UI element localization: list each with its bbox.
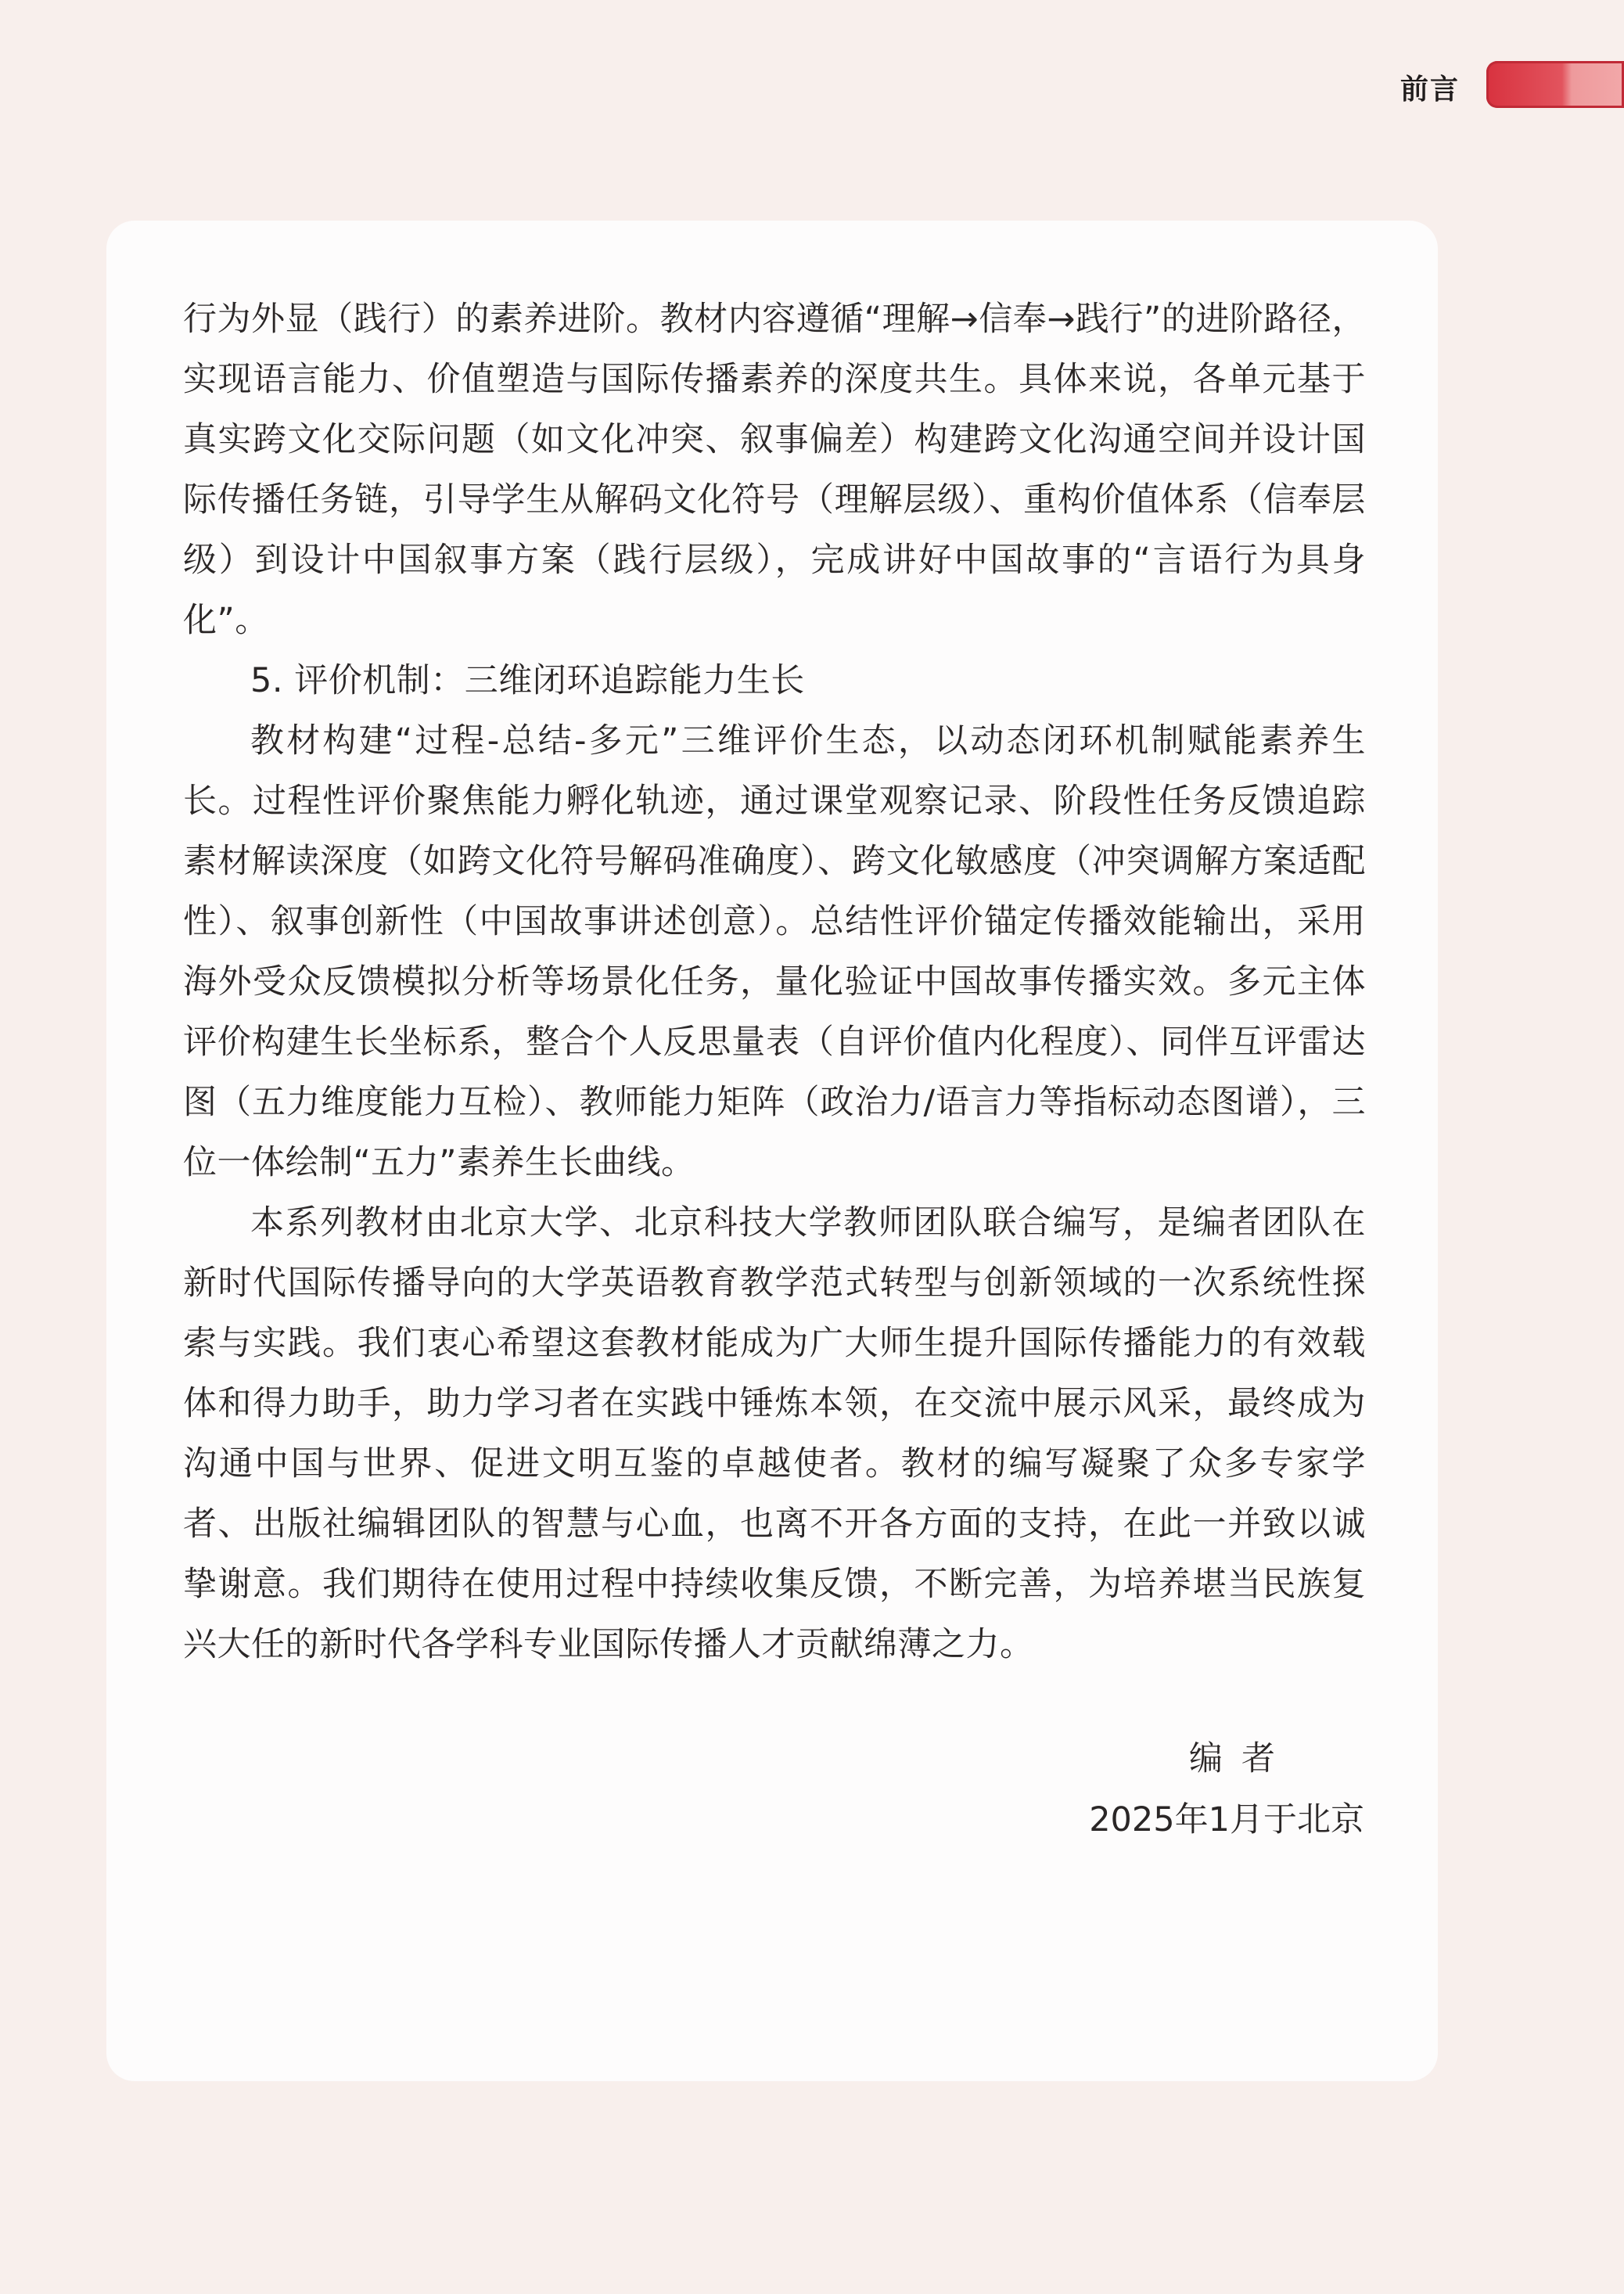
section-heading-evaluation: 5. 评价机制：三维闭环追踪能力生长	[250, 661, 805, 700]
paragraph-acknowledgement: 本系列教材由北京大学、北京科技大学教师团队联合编写，是编者团队在新时代国际传播导向的大学英语教育教学范式转型与创新领域的一次系统性探索与实践。我们衷心希望这套教材能成为广大师生提升国际传播能力的有效载体和得力助手，助力学习者在实践中锤炼本领，在交流中展示风采，最终成为沟通中国与世界、促进文明互鉴的卓越使者。教材的编写凝聚了众多专家学者、出版社编辑团队的智慧与心血，也离不开各方面的支持，在此一并致以诚挚谢意。我们期待在使用过程中持续收集反馈，不断完善，为培养堪当民族复兴大任的新时代各学科专业国际传播人才贡献绵薄之力。	[183, 1203, 1366, 1664]
paragraph-continued: 行为外显（践行）的素养进阶。教材内容遵循“理解→信奉→践行”的进阶路径，实现语言能力、价值塑造与国际传播素养的深度共生。具体来说，各单元基于真实跨文化交际问题（如文化冲突、叙事偏差）构建跨文化沟通空间并设计国际传播任务链，引导学生从解码文化符号（理解层级）、重构价值体系（信奉层级）到设计中国叙事方案（践行层级），完成讲好中国故事的“言语行为具身化”。	[183, 300, 1366, 640]
section-header-label: 前言	[1400, 74, 1461, 106]
signature-author: 编者	[1189, 1739, 1294, 1778]
section-tab-marker	[1486, 61, 1624, 108]
signature-date: 2025年1月于北京	[1089, 1800, 1364, 1839]
paragraph-evaluation: 教材构建“过程-总结-多元”三维评价生态，以动态闭环机制赋能素养生长。过程性评价聚焦能力孵化轨迹，通过课堂观察记录、阶段性任务反馈追踪素材解读深度（如跨文化符号解码准确度）、跨文化敏感度（冲突调解方案适配性）、叙事创新性（中国故事讲述创意）。总结性评价锚定传播效能输出，采用海外受众反馈模拟分析等场景化任务，量化验证中国故事传播实效。多元主体评价构建生长坐标系，整合个人反思量表（自评价值内化程度）、同伴互评雷达图（五力维度能力互检）、教师能力矩阵（政治力/语言力等指标动态图谱），三位一体绘制“五力”素养生长曲线。	[183, 721, 1366, 1182]
preface-body	[183, 289, 1366, 1675]
